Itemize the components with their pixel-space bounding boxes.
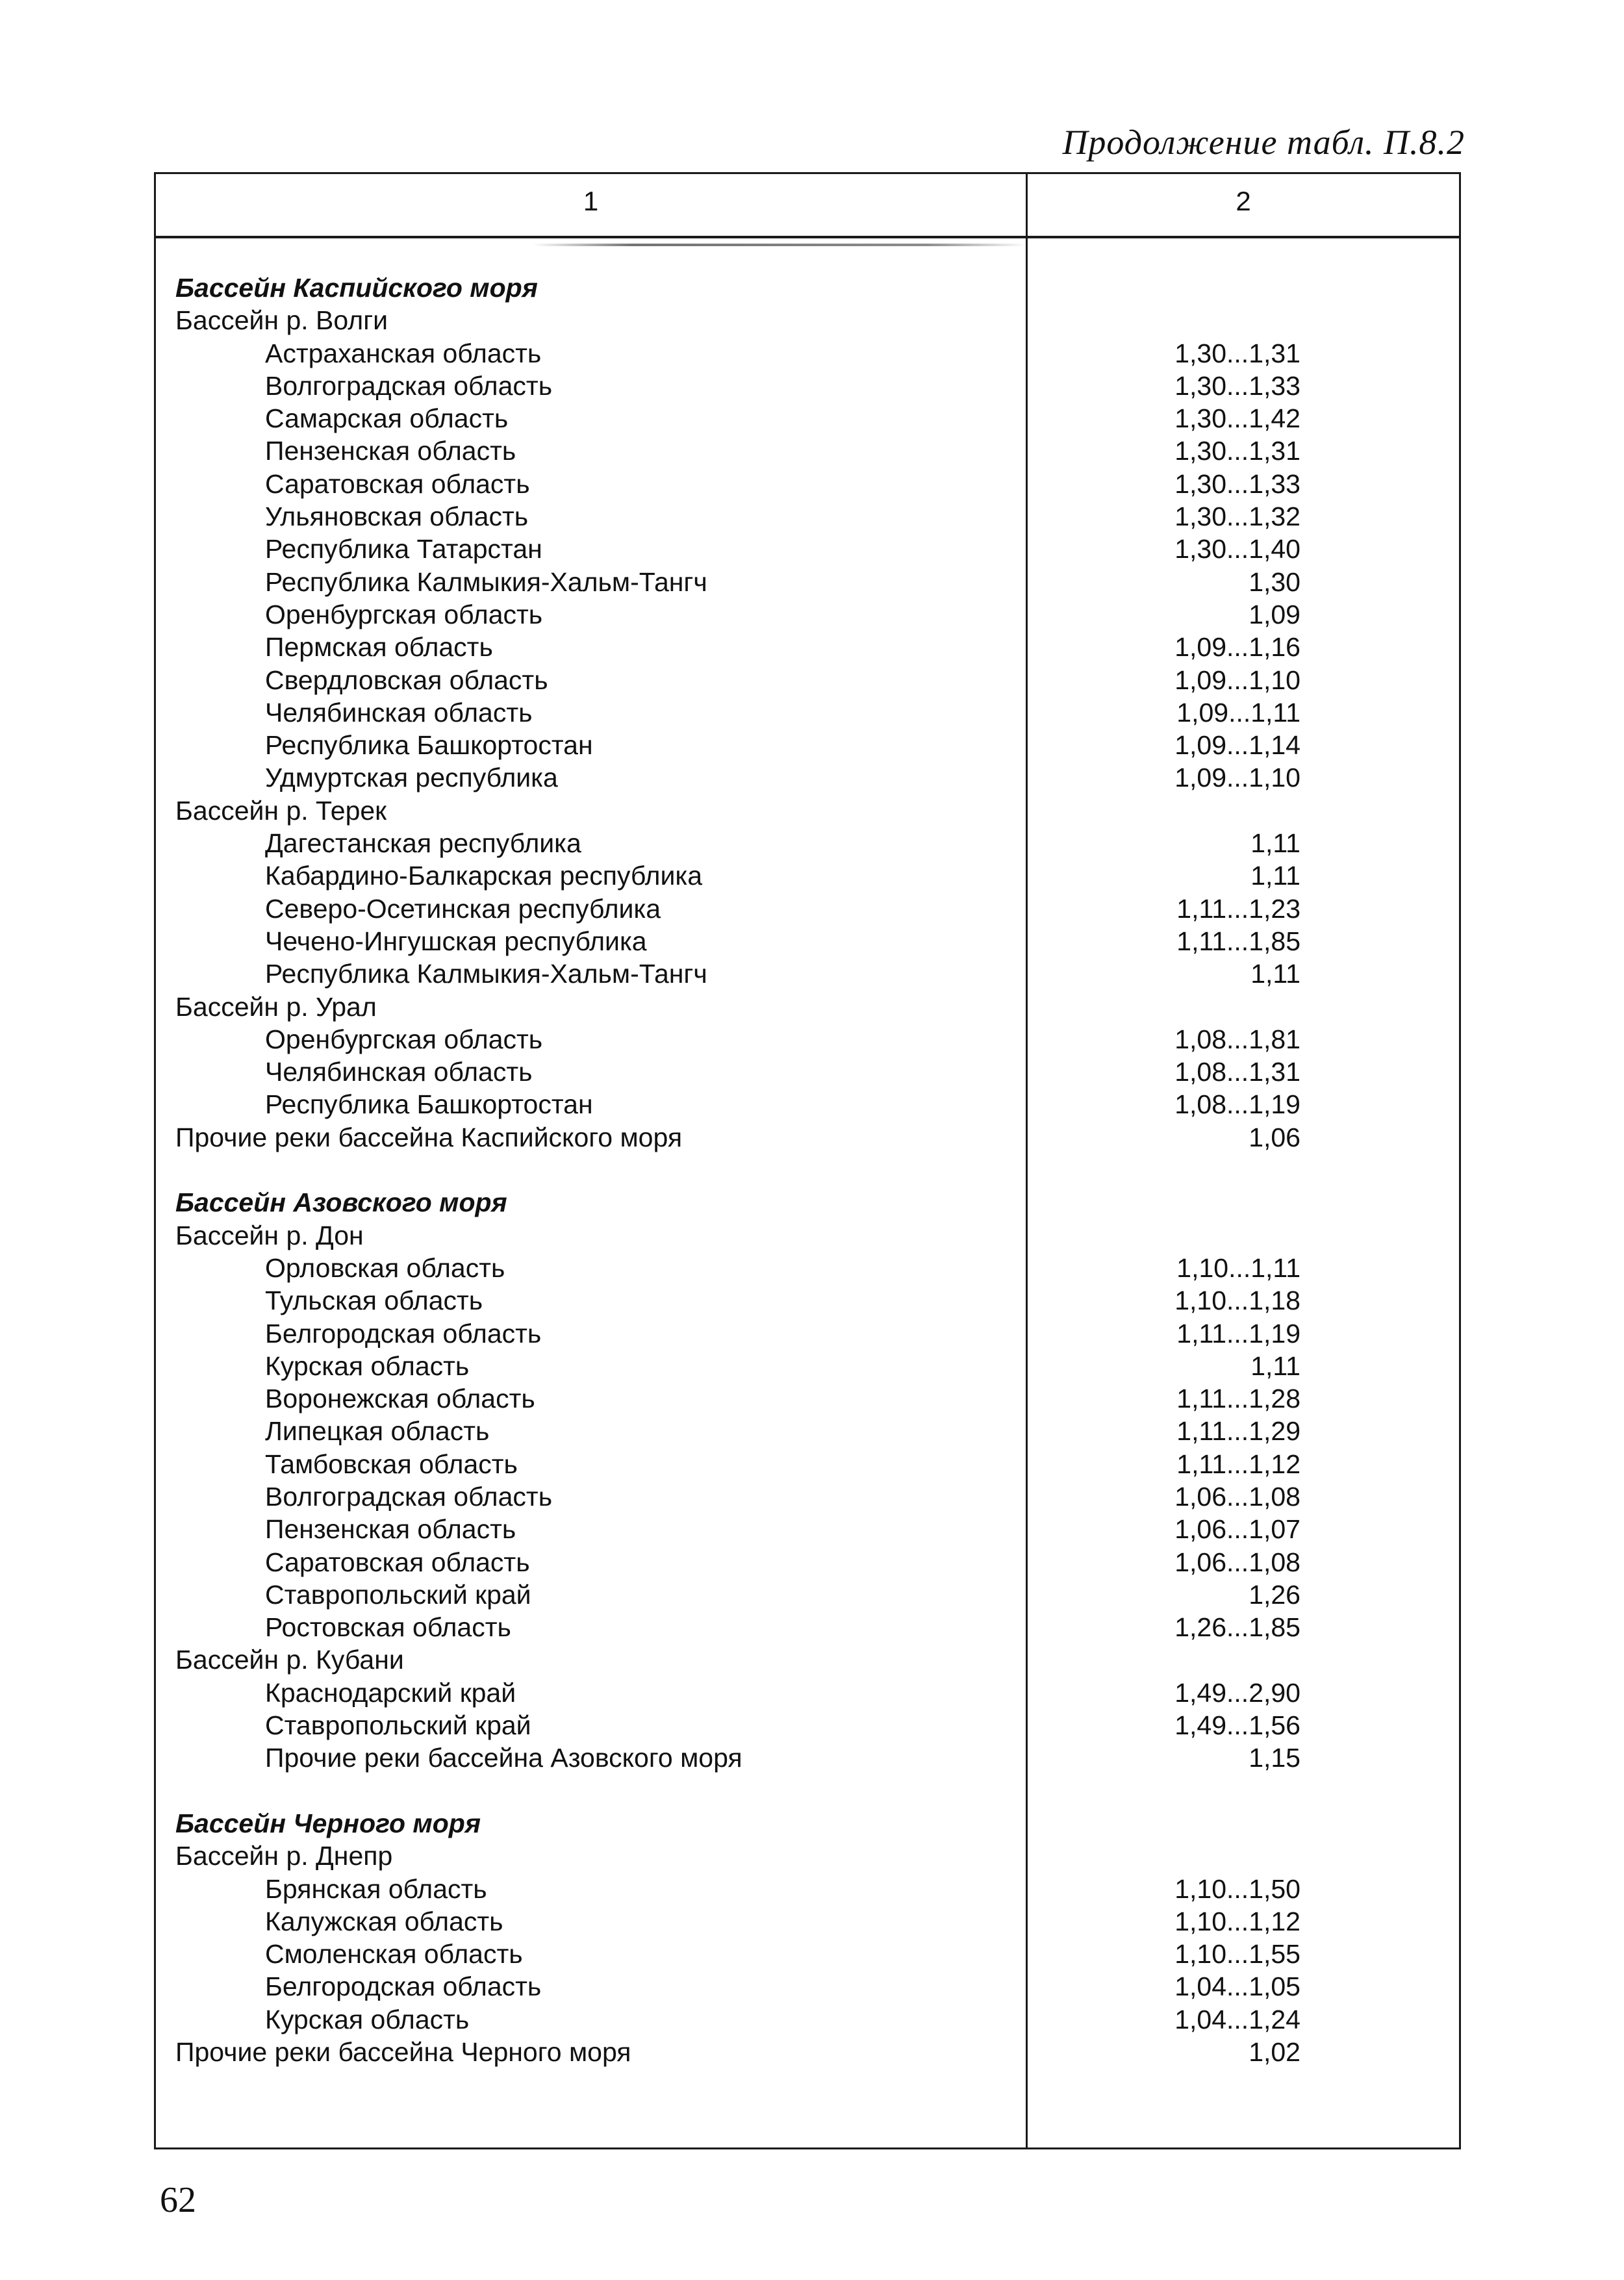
region-name: Удмуртская республика bbox=[265, 763, 558, 793]
region-name: Республика Башкортостан bbox=[265, 1089, 593, 1120]
region-name: Прочие реки бассейна Черного моря bbox=[175, 2037, 631, 2068]
region-name: Северо-Осетинская республика bbox=[265, 893, 661, 924]
region-name: Кабардино-Балкарская республика bbox=[265, 861, 702, 891]
table-row bbox=[175, 1121, 1449, 1154]
region-name: Прочие реки бассейна Азовского моря bbox=[265, 1743, 742, 1773]
table-row bbox=[175, 1611, 1449, 1643]
region-name: Тульская область bbox=[265, 1286, 483, 1316]
region-name: Саратовская область bbox=[265, 468, 530, 499]
table-row bbox=[175, 468, 1449, 500]
table-row bbox=[175, 1970, 1449, 2003]
table-row bbox=[175, 827, 1449, 859]
coefficient-value: 1,30...1,31 bbox=[1174, 338, 1300, 368]
region-name: Саратовская область bbox=[265, 1547, 530, 1577]
coefficient-value: 1,11 bbox=[1250, 1350, 1300, 1381]
table-caption: Продолжение табл. П.8.2 bbox=[1062, 123, 1465, 162]
region-name: Липецкая область bbox=[265, 1416, 490, 1447]
region-name: Пензенская область bbox=[265, 436, 516, 466]
region-name: Прочие реки бассейна Каспийского моря bbox=[175, 1122, 683, 1152]
table-row bbox=[175, 2003, 1449, 2036]
table-row bbox=[175, 566, 1449, 598]
region-name: Республика Татарстан bbox=[265, 534, 542, 564]
coefficient-table bbox=[154, 172, 1461, 2149]
table-row bbox=[175, 1415, 1449, 1447]
region-name: Белгородская область bbox=[265, 1318, 542, 1349]
coefficient-value: 1,11...1,19 bbox=[1176, 1318, 1300, 1349]
region-name: Чечено-Ингушская республика bbox=[265, 926, 647, 956]
table-row bbox=[175, 402, 1449, 435]
table-row bbox=[175, 1448, 1449, 1480]
coefficient-value: 1,30...1,33 bbox=[1174, 370, 1300, 401]
region-name: Бассейн Черного моря bbox=[175, 1808, 481, 1838]
column-header-1: 1 bbox=[583, 186, 599, 216]
table-row bbox=[175, 957, 1449, 990]
table-row bbox=[175, 1513, 1449, 1545]
sea-heading-row bbox=[175, 272, 1449, 304]
region-name: Ростовская область bbox=[265, 1612, 511, 1643]
coefficient-value: 1,09...1,16 bbox=[1174, 632, 1300, 663]
table-row bbox=[175, 1709, 1449, 1742]
table-row bbox=[175, 664, 1449, 696]
header-divider bbox=[156, 236, 1459, 238]
table-row bbox=[175, 1742, 1449, 1774]
region-name: Оренбургская область bbox=[265, 599, 543, 629]
region-name: Волгоградская область bbox=[265, 1481, 553, 1512]
table-body bbox=[175, 272, 1449, 2068]
coefficient-value: 1,09...1,10 bbox=[1174, 763, 1300, 793]
region-name: Смоленская область bbox=[265, 1939, 523, 1970]
column-header-2: 2 bbox=[1236, 186, 1251, 216]
region-name: Бассейн Каспийского моря bbox=[175, 273, 538, 303]
table-row bbox=[175, 893, 1449, 925]
coefficient-value: 1,30...1,31 bbox=[1174, 436, 1300, 466]
table-row bbox=[175, 435, 1449, 467]
region-name: Республика Башкортостан bbox=[265, 730, 593, 761]
table-row bbox=[175, 1677, 1449, 1709]
coefficient-value: 1,30...1,32 bbox=[1174, 501, 1300, 532]
region-name: Орловская область bbox=[265, 1252, 505, 1283]
table-row bbox=[175, 533, 1449, 565]
region-name: Курская область bbox=[265, 2004, 470, 2034]
table-row bbox=[175, 1938, 1449, 1970]
coefficient-value: 1,06...1,08 bbox=[1174, 1481, 1300, 1512]
region-name: Пензенская область bbox=[265, 1514, 516, 1545]
coefficient-value: 1,04...1,05 bbox=[1174, 1971, 1300, 2002]
region-name: Челябинская область bbox=[265, 1057, 533, 1087]
table-row bbox=[175, 337, 1449, 370]
coefficient-value: 1,49...1,56 bbox=[1174, 1710, 1300, 1741]
table-row bbox=[175, 2036, 1449, 2068]
table-row bbox=[175, 1023, 1449, 1056]
region-name: Оренбургская область bbox=[265, 1024, 543, 1054]
coefficient-value: 1,02 bbox=[1249, 2037, 1300, 2068]
coefficient-value: 1,11...1,12 bbox=[1176, 1449, 1300, 1479]
coefficient-value: 1,06...1,08 bbox=[1174, 1547, 1300, 1577]
table-row bbox=[175, 1252, 1449, 1284]
coefficient-value: 1,08...1,81 bbox=[1174, 1024, 1300, 1054]
region-name: Республика Калмыкия-Хальм-Тангч bbox=[265, 959, 707, 989]
region-name: Краснодарский край bbox=[265, 1677, 516, 1708]
table-row bbox=[175, 304, 1449, 336]
table-row bbox=[175, 794, 1449, 827]
coefficient-value: 1,06...1,07 bbox=[1174, 1514, 1300, 1545]
region-name: Свердловская область bbox=[265, 665, 548, 695]
table-row bbox=[175, 859, 1449, 892]
region-name: Волгоградская область bbox=[265, 370, 553, 401]
coefficient-value: 1,10...1,12 bbox=[1174, 1906, 1300, 1936]
table-row bbox=[175, 1480, 1449, 1513]
table-row bbox=[175, 1056, 1449, 1088]
table-row bbox=[175, 696, 1449, 729]
table-row bbox=[175, 631, 1449, 663]
table-row bbox=[175, 370, 1449, 402]
table-row bbox=[175, 1546, 1449, 1578]
region-name: Воронежская область bbox=[265, 1384, 535, 1414]
coefficient-value: 1,11...1,23 bbox=[1176, 893, 1300, 924]
region-name: Ставропольский край bbox=[265, 1579, 531, 1610]
coefficient-value: 1,11 bbox=[1250, 959, 1300, 989]
coefficient-value: 1,06 bbox=[1249, 1122, 1300, 1152]
table-row bbox=[175, 1317, 1449, 1350]
region-name: Челябинская область bbox=[265, 697, 533, 728]
coefficient-value: 1,10...1,50 bbox=[1174, 1873, 1300, 1904]
region-name: Ульяновская область bbox=[265, 501, 529, 532]
region-name: Тамбовская область bbox=[265, 1449, 518, 1479]
coefficient-value: 1,49...2,90 bbox=[1174, 1677, 1300, 1708]
region-name: Белгородская область bbox=[265, 1971, 542, 2002]
table-row bbox=[175, 1873, 1449, 1905]
table-row bbox=[175, 991, 1449, 1023]
table-row bbox=[175, 1284, 1449, 1317]
table-row bbox=[175, 1350, 1449, 1382]
coefficient-value: 1,10...1,11 bbox=[1176, 1252, 1300, 1283]
region-name: Бассейн Азовского моря bbox=[175, 1187, 507, 1218]
coefficient-value: 1,09...1,11 bbox=[1176, 697, 1300, 728]
coefficient-value: 1,11...1,29 bbox=[1176, 1416, 1300, 1447]
coefficient-value: 1,11...1,28 bbox=[1176, 1384, 1300, 1414]
region-name: Пермская область bbox=[265, 632, 493, 663]
region-name: Калужская область bbox=[265, 1906, 503, 1936]
region-name: Бассейн р. Дон bbox=[175, 1220, 364, 1250]
region-name: Бассейн р. Волги bbox=[175, 305, 388, 336]
coefficient-value: 1,11 bbox=[1250, 861, 1300, 891]
table-row bbox=[175, 1219, 1449, 1252]
coefficient-value: 1,10...1,55 bbox=[1174, 1939, 1300, 1970]
coefficient-value: 1,10...1,18 bbox=[1174, 1286, 1300, 1316]
region-name: Курская область bbox=[265, 1350, 470, 1381]
table-row bbox=[175, 925, 1449, 957]
coefficient-value: 1,04...1,24 bbox=[1174, 2004, 1300, 2034]
table-row bbox=[175, 1578, 1449, 1611]
coefficient-value: 1,09...1,14 bbox=[1174, 730, 1300, 761]
table-row bbox=[175, 1643, 1449, 1676]
spacer-row bbox=[175, 1154, 1449, 1186]
sea-heading-row bbox=[175, 1807, 1449, 1840]
table-row bbox=[175, 761, 1449, 794]
region-name: Брянская область bbox=[265, 1873, 487, 1904]
table-row bbox=[175, 1905, 1449, 1938]
region-name: Бассейн р. Терек bbox=[175, 795, 387, 826]
region-name: Бассейн р. Кубани bbox=[175, 1645, 404, 1675]
spacer-row bbox=[175, 1775, 1449, 1807]
coefficient-value: 1,08...1,31 bbox=[1174, 1057, 1300, 1087]
region-name: Республика Калмыкия-Хальм-Тангч bbox=[265, 566, 707, 597]
table-row bbox=[175, 598, 1449, 631]
table-row bbox=[175, 1382, 1449, 1415]
coefficient-value: 1,30...1,40 bbox=[1174, 534, 1300, 564]
region-name: Бассейн р. Днепр bbox=[175, 1841, 393, 1871]
page-number: 62 bbox=[160, 2180, 196, 2220]
coefficient-value: 1,09...1,10 bbox=[1174, 665, 1300, 695]
coefficient-value: 1,08...1,19 bbox=[1174, 1089, 1300, 1120]
table-row bbox=[175, 500, 1449, 533]
region-name: Ставропольский край bbox=[265, 1710, 531, 1741]
coefficient-value: 1,15 bbox=[1249, 1743, 1300, 1773]
region-name: Астраханская область bbox=[265, 338, 542, 368]
coefficient-value: 1,30...1,33 bbox=[1174, 468, 1300, 499]
coefficient-value: 1,30...1,42 bbox=[1174, 403, 1300, 434]
region-name: Дагестанская республика bbox=[265, 828, 581, 859]
coefficient-value: 1,26...1,85 bbox=[1174, 1612, 1300, 1643]
coefficient-value: 1,11 bbox=[1250, 828, 1300, 859]
coefficient-value: 1,26 bbox=[1249, 1579, 1300, 1610]
coefficient-value: 1,30 bbox=[1249, 566, 1300, 597]
region-name: Самарская область bbox=[265, 403, 509, 434]
coefficient-value: 1,09 bbox=[1249, 599, 1300, 629]
scan-smudge bbox=[533, 244, 1026, 246]
table-row bbox=[175, 1840, 1449, 1872]
coefficient-value: 1,11...1,85 bbox=[1176, 926, 1300, 956]
region-name: Бассейн р. Урал bbox=[175, 991, 377, 1022]
sea-heading-row bbox=[175, 1186, 1449, 1219]
table-row bbox=[175, 1088, 1449, 1121]
table-row bbox=[175, 729, 1449, 761]
